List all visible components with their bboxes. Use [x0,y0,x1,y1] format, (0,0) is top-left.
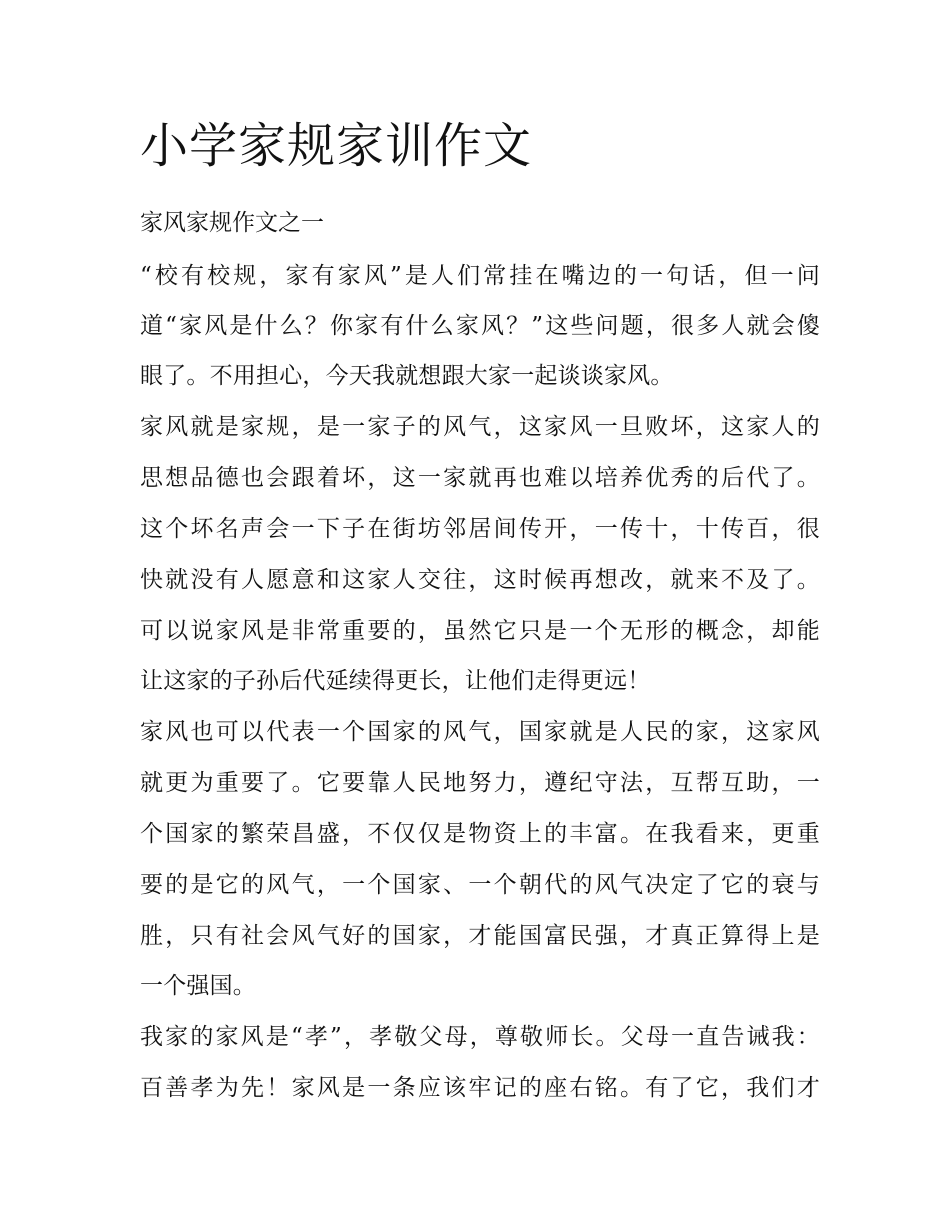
text-line: “校有校规，家有家风”是人们常挂在嘴边的一句话，但一问 [140,263,820,289]
text-line: 百善孝为先！家风是一条应该牢记的座右铭。有了它，我们才 [140,1075,820,1101]
text-line: 就更为重要了。它要靠人民地努力，遵纪守法，互帮互助，一 [140,770,820,796]
text-line: 个国家的繁荣昌盛，不仅仅是物资上的丰富。在我看来，更重 [140,821,820,847]
text-line: 让这家的子孙后代延续得更长，让他们走得更远！ [140,668,651,694]
text-line: 我家的家风是“孝”，孝敬父母，尊敬师长。父母一直告诫我： [140,1024,820,1050]
text-line: 家风也可以代表一个国家的风气，国家就是人民的家，这家风 [140,719,820,745]
text-line: 道“家风是什么？你家有什么家风？”这些问题，很多人就会傻 [140,313,820,339]
text-line: 思想品德也会跟着坏，这一家就再也难以培养优秀的后代了。 [140,465,820,491]
document-title: 小学家规家训作文 [140,118,533,174]
text-line: 一个强国。 [140,973,256,999]
text-line: 家风就是家规，是一家子的风气，这家风一旦败坏，这家人的 [140,414,820,440]
text-line: 眼了。不用担心，今天我就想跟大家一起谈谈家风。 [140,363,674,389]
text-line: 这个坏名声会一下子在街坊邻居间传开，一传十，十传百，很 [140,516,820,542]
text-line: 胜，只有社会风气好的国家，才能国富民强，才真正算得上是 [140,923,820,949]
text-line: 快就没有人愿意和这家人交往，这时候再想改，就来不及了。 [140,567,820,593]
text-line: 要的是它的风气，一个国家、一个朝代的风气决定了它的衰与 [140,872,820,898]
document-subtitle: 家风家规作文之一 [140,210,324,236]
text-line: 可以说家风是非常重要的，虽然它只是一个无形的概念，却能 [140,618,820,644]
